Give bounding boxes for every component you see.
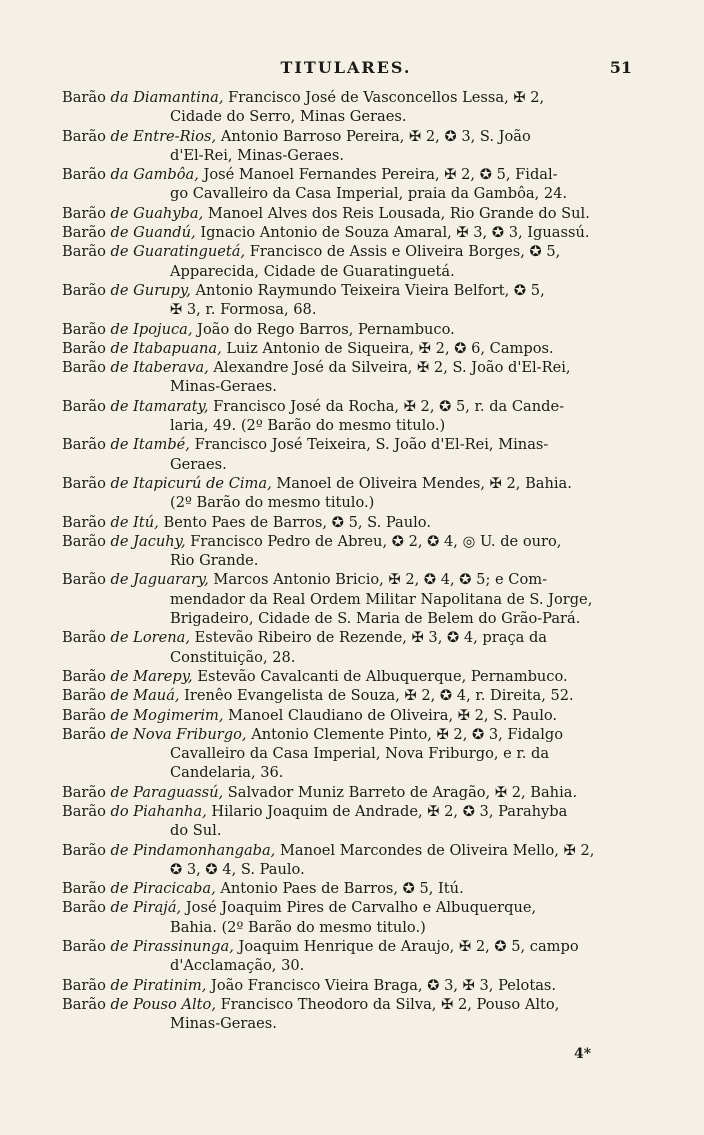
entry-title: Barão	[62, 571, 106, 589]
entry	[62, 783, 634, 802]
entry-text: Antonio Raymundo Teixeira Vieira Belfort, ✪ 5,	[195, 281, 545, 299]
entry-title: Barão	[62, 474, 106, 492]
entry	[62, 339, 634, 358]
entry-first-line	[62, 879, 634, 898]
entry-text: Antonio Paes de Barros, ✪ 5, Itú.	[220, 880, 464, 898]
page-header	[60, 58, 632, 84]
entry-place: de Jacuhy,	[110, 532, 186, 550]
entry-continuation-line: mendador da Real Ordem Militar Napolitana de S. Jorge,	[170, 590, 593, 608]
entry-continuation-line: Minas-Geraes.	[170, 378, 277, 396]
entry-text: Francisco José Teixeira, S. João d'El-Rei, Minas-	[194, 436, 549, 454]
entry	[62, 88, 634, 127]
entry	[62, 127, 634, 166]
entry-continuation-line: do Sul.	[170, 822, 222, 840]
entry-continuation-line: Geraes.	[170, 455, 227, 473]
entry-text: Francisco Pedro de Abreu, ✪ 2, ✪ 4, ◎ U. de ouro,	[190, 532, 562, 550]
entry-text: Manoel de Oliveira Mendes, ✠ 2, Bahia.	[276, 474, 572, 492]
entry-title: Barão	[62, 706, 106, 724]
entry-continuation-line: d'El-Rei, Minas-Geraes.	[170, 146, 345, 164]
entry-first-line	[62, 783, 634, 802]
entry-title: Barão	[62, 899, 106, 917]
entry	[62, 570, 634, 628]
entry-title: Barão	[62, 127, 106, 145]
entry-first-line	[62, 358, 634, 377]
entry-continuation-line: d'Acclamação, 30.	[170, 957, 305, 975]
entry-title: Barão	[62, 725, 106, 743]
entry-text: Manoel Alves dos Reis Lousada, Rio Grande do Sul.	[207, 204, 590, 222]
page-title: TITULARES.	[280, 58, 412, 77]
entry	[62, 223, 634, 242]
entry-text: Francisco José da Rocha, ✠ 2, ✪ 5, r. da Cande-	[213, 397, 565, 415]
entry-title: Barão	[62, 89, 106, 106]
entry-place: de Pirajá,	[110, 899, 182, 917]
entry-title: Barão	[62, 281, 106, 299]
entry-text: Manoel Claudiano de Oliveira, ✠ 2, S. Paulo.	[228, 706, 558, 724]
entry-first-line	[62, 937, 634, 956]
entry-text: José Joaquim Pires de Carvalho e Albuquerque,	[185, 899, 537, 917]
entry-place: de Piracicaba,	[110, 880, 216, 898]
entry-title: Barão	[62, 224, 106, 242]
entry-text: Salvador Muniz Barreto de Aragão, ✠ 2, Bahia.	[227, 783, 578, 801]
entry-title: Barão	[62, 436, 106, 454]
entry-place: de Itambé,	[110, 436, 190, 454]
entry-place: de Mogimerim,	[110, 706, 224, 724]
entry-list	[62, 88, 634, 1034]
entry-title: Barão	[62, 359, 106, 377]
entry-text: Joaquim Henrique de Araujo, ✠ 2, ✪ 5, campo	[238, 938, 579, 956]
entry-place: de Itú,	[110, 513, 159, 531]
entry-continuation-line: Brigadeiro, Cidade de S. Maria de Belem do Grão-Pará.	[170, 610, 581, 628]
entry-title: Barão	[62, 629, 106, 647]
entry-title: Barão	[62, 204, 106, 222]
entry-first-line	[62, 570, 634, 589]
entry-continuation-line: ✪ 3, ✪ 4, S. Paulo.	[170, 860, 305, 878]
entry	[62, 667, 634, 686]
entry-continuation-line: Minas-Geraes.	[170, 1015, 277, 1033]
entry-continuation-line: (2º Barão do mesmo titulo.)	[170, 494, 375, 512]
entry-title: Barão	[62, 339, 106, 357]
entry	[62, 802, 634, 841]
entry-first-line	[62, 474, 634, 493]
entry-title: Barão	[62, 783, 106, 801]
entry-first-line	[62, 435, 634, 454]
entry-text: Francisco de Assis e Oliveira Borges, ✪ 5,	[249, 243, 561, 261]
entry-place: de Ipojuca,	[110, 320, 193, 338]
entry-first-line	[62, 802, 634, 821]
signature-mark: 4*	[574, 1046, 592, 1062]
entry-first-line	[62, 898, 634, 917]
entry	[62, 474, 634, 513]
entry-title: Barão	[62, 995, 106, 1013]
entry-text: Alexandre José da Silveira, ✠ 2, S. João d'El-Rei,	[213, 359, 571, 377]
entry-text: Antonio Barroso Pereira, ✠ 2, ✪ 3, S. João	[220, 127, 531, 145]
entry-title: Barão	[62, 243, 106, 261]
entry-title: Barão	[62, 687, 106, 705]
entry-continuation-line: laria, 49. (2º Barão do mesmo titulo.)	[170, 417, 446, 435]
entry-title: Barão	[62, 166, 106, 184]
entry	[62, 706, 634, 725]
entry-first-line	[62, 513, 634, 532]
entry	[62, 532, 634, 571]
entry-continuation-line: Cavalleiro da Casa Imperial, Nova Friburgo, e r. da	[170, 745, 550, 763]
entry-continuation-line: Bahia. (2º Barão do mesmo titulo.)	[170, 918, 426, 936]
entry-place: de Entre-Rios,	[110, 127, 217, 145]
entry-place: de Itabapuana,	[110, 339, 222, 357]
entry	[62, 879, 634, 898]
entry-title: Barão	[62, 397, 106, 415]
entry-place: do Piahanha,	[110, 802, 207, 820]
entry-first-line	[62, 628, 634, 647]
entry-place: de Pindamonhangaba,	[110, 841, 276, 859]
entry-place: de Piratinim,	[110, 976, 207, 994]
entry	[62, 320, 634, 339]
entry	[62, 725, 634, 783]
entry-place: de Marepy,	[110, 667, 193, 685]
entry-text: Ignacio Antonio de Souza Amaral, ✠ 3, ✪ 3, Iguassú.	[200, 224, 590, 242]
entry-place: de Itaberava,	[110, 359, 209, 377]
entry-first-line	[62, 397, 634, 416]
entry-place: da Diamantina,	[110, 89, 224, 106]
entry-place: de Pirassinunga,	[110, 938, 234, 956]
entry-text: Bento Paes de Barros, ✪ 5, S. Paulo.	[163, 513, 431, 531]
entry-place: de Itamaraty,	[110, 397, 209, 415]
entry-text: Antonio Clemente Pinto, ✠ 2, ✪ 3, Fidalgo	[251, 725, 564, 743]
entry-first-line	[62, 667, 634, 686]
entry	[62, 841, 634, 880]
entry-first-line	[62, 204, 634, 223]
entry-place: de Guandú,	[110, 224, 196, 242]
entry-place: de Paraguassú,	[110, 783, 224, 801]
entry	[62, 628, 634, 667]
entry	[62, 397, 634, 436]
entry-text: Francisco José de Vasconcellos Lessa, ✠ 2,	[228, 89, 545, 106]
entry-place: de Pouso Alto,	[110, 995, 216, 1013]
entry-first-line	[62, 841, 634, 860]
entry-title: Barão	[62, 976, 106, 994]
entry-title: Barão	[62, 667, 106, 685]
entry-text: Estevão Cavalcanti de Albuquerque, Pernambuco.	[197, 667, 568, 685]
entry-first-line	[62, 223, 634, 242]
entry-continuation-line: Candelaria, 36.	[170, 764, 284, 782]
entry-continuation-line: go Cavalleiro da Casa Imperial, praia da Gambôa, 24.	[170, 185, 568, 203]
entry-text: Marcos Antonio Bricio, ✠ 2, ✪ 4, ✪ 5; e Com-	[213, 571, 548, 589]
entry-continuation-line: Rio Grande.	[170, 552, 259, 570]
entry	[62, 976, 634, 995]
entry-continuation-line: Cidade do Serro, Minas Geraes.	[170, 108, 407, 126]
entry	[62, 358, 634, 397]
entry-first-line	[62, 165, 634, 184]
entry	[62, 242, 634, 281]
entry-first-line	[62, 706, 634, 725]
entry	[62, 435, 634, 474]
page-number: 51	[609, 58, 632, 77]
entry	[62, 165, 634, 204]
entry-first-line	[62, 532, 634, 551]
entry	[62, 995, 634, 1034]
entry-title: Barão	[62, 880, 106, 898]
entry-first-line	[62, 976, 634, 995]
entry-title: Barão	[62, 938, 106, 956]
entry-title: Barão	[62, 513, 106, 531]
entry	[62, 204, 634, 223]
entry-place: de Nova Friburgo,	[110, 725, 247, 743]
entry-continuation-line: Apparecida, Cidade de Guaratinguetá.	[170, 262, 455, 280]
entry-text: Estevão Ribeiro de Rezende, ✠ 3, ✪ 4, praça da	[194, 629, 547, 647]
entry-place: de Gurupy,	[110, 281, 191, 299]
entry-title: Barão	[62, 320, 106, 338]
entry-place: da Gambôa,	[110, 166, 199, 184]
entry-continuation-line: Constituição, 28.	[170, 648, 296, 666]
entry-first-line	[62, 88, 634, 107]
entry-first-line	[62, 995, 634, 1014]
entry-text: Francisco Theodoro da Silva, ✠ 2, Pouso Alto,	[220, 995, 560, 1013]
entry-place: de Guahyba,	[110, 204, 204, 222]
entry-text: João Francisco Vieira Braga, ✪ 3, ✠ 3, Pelotas.	[211, 976, 557, 994]
entry-text: José Manoel Fernandes Pereira, ✠ 2, ✪ 5, Fidal-	[203, 166, 558, 184]
entry-first-line	[62, 127, 634, 146]
entry-place: de Mauá,	[110, 687, 180, 705]
entry-text: Manoel Marcondes de Oliveira Mello, ✠ 2,	[279, 841, 595, 859]
entry-first-line	[62, 281, 634, 300]
entry-place: de Lorena,	[110, 629, 190, 647]
entry	[62, 686, 634, 705]
entry	[62, 898, 634, 937]
entry-text: Irenêo Evangelista de Souza, ✠ 2, ✪ 4, r. Direita, 52.	[184, 687, 574, 705]
entry-place: de Jaguarary,	[110, 571, 209, 589]
entry-place: de Itapicurú de Cima,	[110, 474, 272, 492]
entry-continuation-line: ✠ 3, r. Formosa, 68.	[170, 301, 317, 319]
entry-first-line	[62, 242, 634, 261]
entry-title: Barão	[62, 841, 106, 859]
entry-text: João do Rego Barros, Pernambuco.	[197, 320, 455, 338]
entry-place: de Guaratinguetá,	[110, 243, 246, 261]
entry-title: Barão	[62, 532, 106, 550]
entry	[62, 937, 634, 976]
entry-text: Luiz Antonio de Siqueira, ✠ 2, ✪ 6, Campos.	[226, 339, 554, 357]
entry-first-line	[62, 686, 634, 705]
entry-title: Barão	[62, 802, 106, 820]
entry-text: Hilario Joaquim de Andrade, ✠ 2, ✪ 3, Parahyba	[211, 802, 568, 820]
entry	[62, 513, 634, 532]
entry-first-line	[62, 320, 634, 339]
entry	[62, 281, 634, 320]
entry-first-line	[62, 725, 634, 744]
entry-first-line	[62, 339, 634, 358]
